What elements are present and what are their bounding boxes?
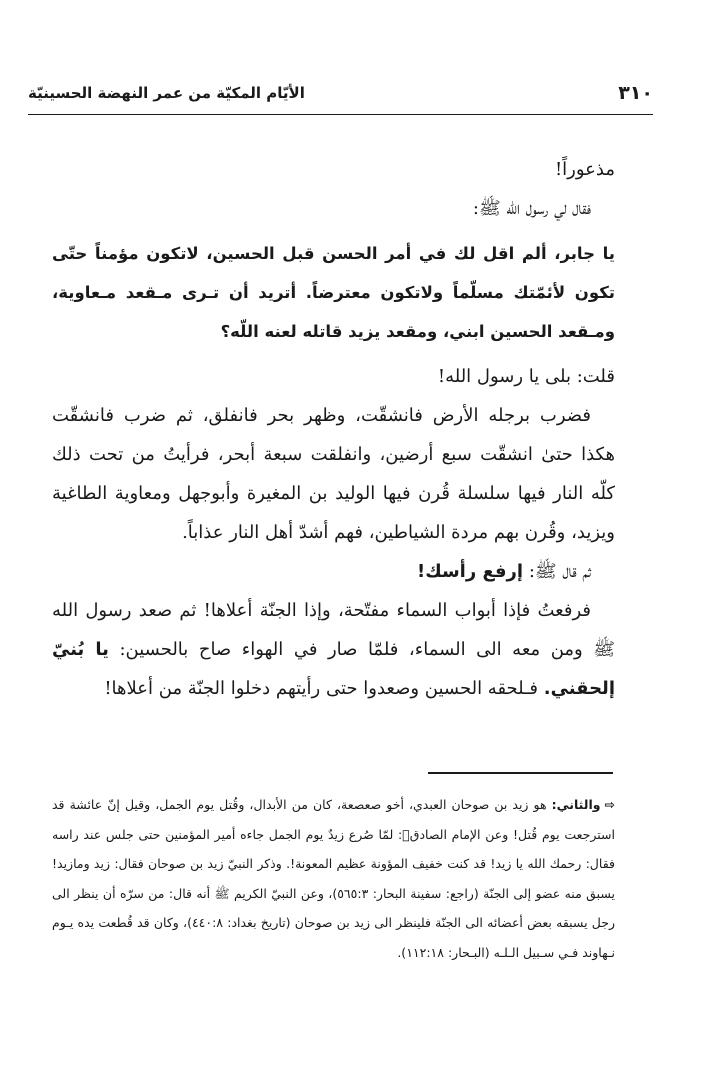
paragraph: مذعوراً!	[554, 159, 615, 180]
main-text	[52, 150, 615, 708]
speech-lead: ثم قال ﷺ:	[523, 561, 591, 582]
paragraph: فقال لي رسول الله ﷺ:	[472, 198, 591, 219]
continuation-arrow-icon: ⇨	[604, 797, 615, 812]
footnote-divider	[428, 772, 613, 774]
footnotes	[52, 790, 615, 967]
footnote-lead: والثاني:	[551, 797, 601, 812]
paragraph	[52, 591, 615, 708]
header-divider	[28, 114, 653, 115]
quoted-speech: يا بُنيّ إلحقني.	[52, 639, 615, 699]
quoted-speech: إرفع رأسك!	[417, 561, 524, 582]
paragraph: فضرب برجله الأرض فانشقّت، وظهر بحر فانفلق، ثم ضرب فانشقّت هكذا حتىٰ انشقّت سبع أرضين، وانفلقت سبعة أبحر، فرأيتُ من تحت ذلك كلّه النار فيها سلسلة قُرن فيها الوليد بن المغيرة وأبوجهل ومعاوية الطاغية ويزيد، وقُرن بهم مردة الشياطين، فهم أشدّ أهل النار عذاباً.	[52, 405, 615, 543]
running-title: الأيّام المكيّة من عمر النهضة الحسينيّة	[28, 84, 305, 102]
paragraph: قلت: بلى يا رسول الله!	[437, 366, 615, 387]
paragraph	[52, 552, 615, 591]
footnote-text: هو زيد بن صوحان العبدي، أخو صعصعة، كان من الأبدال، وقُتل يوم الجمل، وقيل إنّ عائشة قد استرجعت يوم قُتل! وعن الإمام الصادقؑ: لمّا صُرع زيدٌ يوم الجمل جاءه أمير المؤمنين حتى جلس عند راسه فقال: رحمك الله يا زيد! قد كنت خفيف المؤونة عظيم المعونة!. وذكر النبيّ زيد بن صوحان فقال: زيد ومازيد! يسبق منه عضو إلى الجنّة (راجع: سفينة البحار: ٥٦٥:٣)، وعن النبيّ الكريم ﷺ أنه قال: من سرّه أن ينظر الى رجل يسبقه بعض أعضائه الى الجنّة فلينظر الى زيد بن صوحان (تاريخ بغداد: ٤٤٠:٨)، وكان قد قُطعت يده يـوم نـهاوند فـي سـبيل الـلـه (البـحار: ١١٢:١٨).	[52, 797, 616, 960]
paragraph-text: فـلحقه الحسين وصعدوا حتى رأيتهم دخلوا الجنّة من أعلاها!	[104, 678, 544, 699]
quoted-speech: يا جابر، ألم اقل لك في أمر الحسن قبل الحسين، لاتكون مؤمناً حتّى تكون لأئمّتك مسلّماً ولاتكون معترضاً. أتريد أن تـرى مـقعد مـعاوية، ومـقعد الحسين ابني، ومقعد يزيد قاتله لعنه اللّه؟	[52, 244, 615, 341]
page-header	[28, 78, 653, 112]
paragraph-text: فرفعتُ فإذا أبواب السماء مفتّحة، وإذا الجنّة أعلاها! ثم صعد رسول الله ﷺ ومن معه الى السماء، فلمّا صار في الهواء صاح بالحسين:	[52, 600, 616, 660]
page-number: ٣١٠	[618, 82, 653, 104]
